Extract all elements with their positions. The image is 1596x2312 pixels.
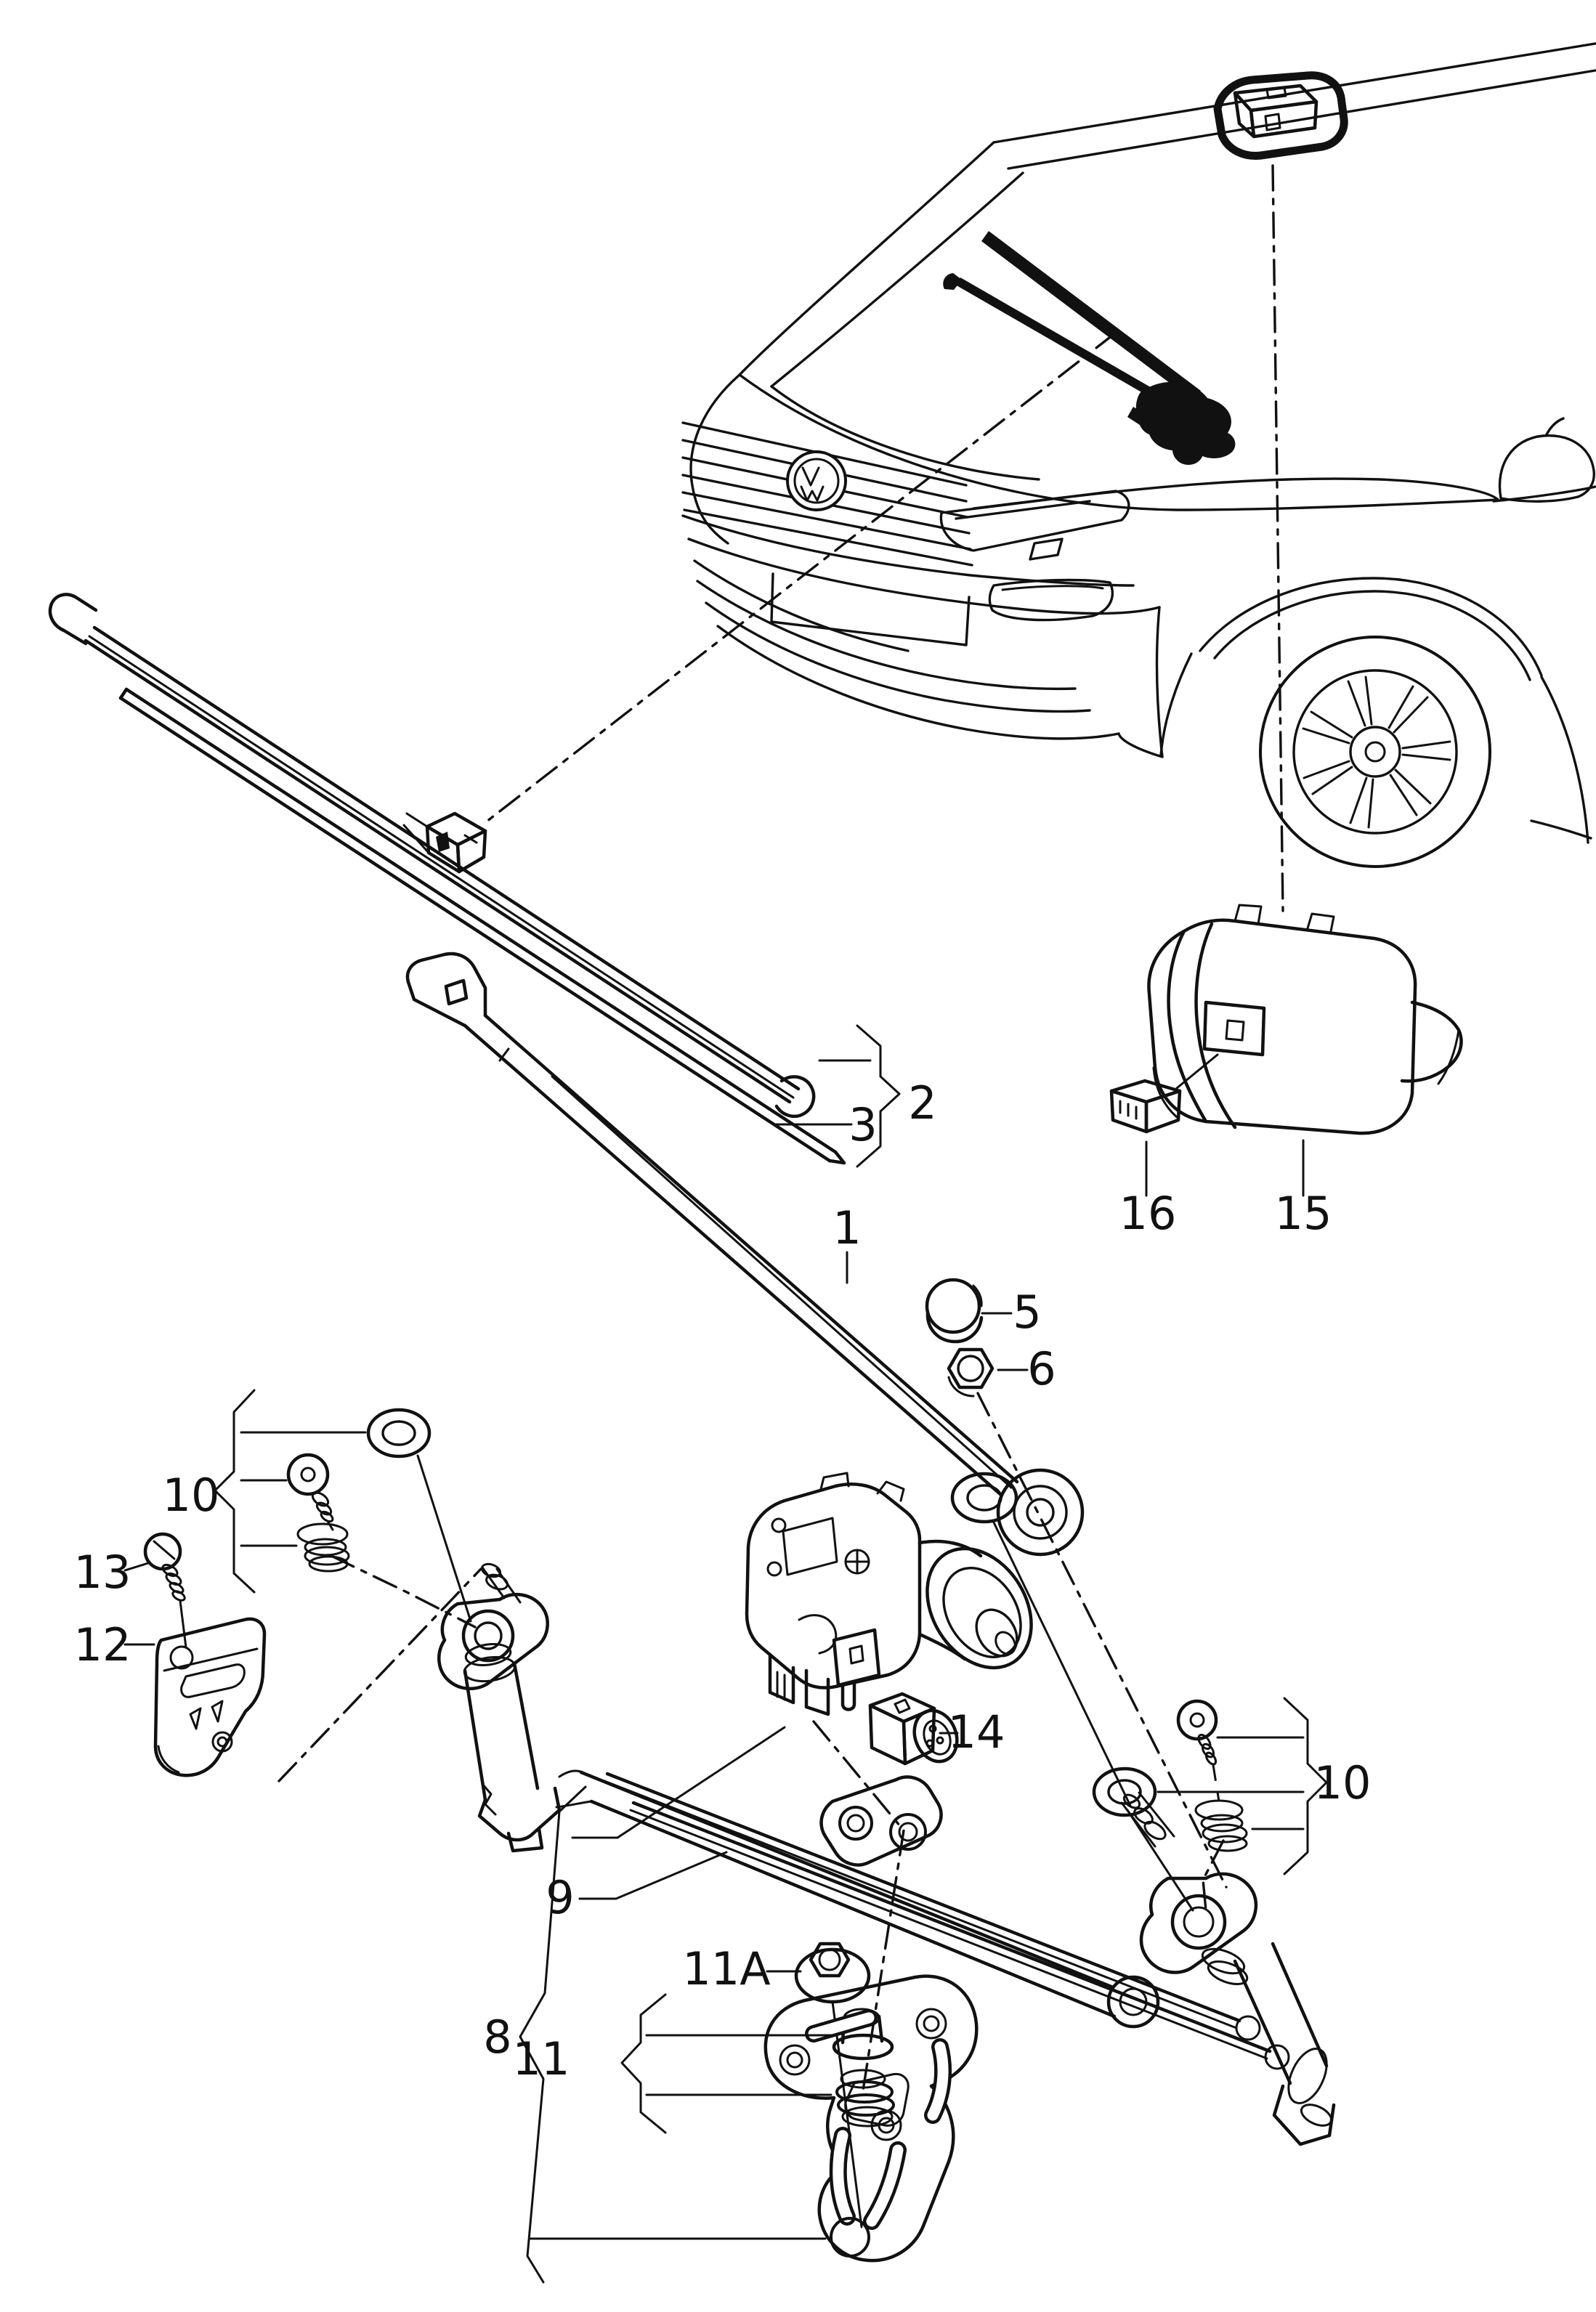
fastener-set-left (288, 1410, 471, 1621)
callout-2[interactable]: 2 (908, 1076, 937, 1129)
callout-3[interactable]: 3 (848, 1098, 878, 1151)
callout-5[interactable]: 5 (1013, 1286, 1042, 1339)
callout-9[interactable]: 9 (546, 1871, 575, 1924)
wiper-assembly-installed (943, 231, 1235, 465)
callout-16[interactable]: 16 (1119, 1187, 1177, 1240)
callout-12[interactable]: 12 (73, 1618, 131, 1671)
callout-1[interactable]: 1 (833, 1201, 862, 1254)
control-module (1149, 905, 1461, 1133)
wiper-blade-rubber (121, 689, 844, 1163)
cap (927, 1280, 981, 1342)
callout-8[interactable]: 8 (483, 2011, 512, 2064)
callout-13[interactable]: 13 (73, 1546, 131, 1599)
mounting-plate (766, 1976, 976, 2260)
wiper-linkage-frame (439, 1562, 1334, 2144)
mount-bracket (155, 1619, 264, 1775)
vehicle-outline (683, 44, 1595, 867)
callout-10-left[interactable]: 10 (162, 1469, 220, 1522)
bracket-screw (145, 1534, 186, 1647)
callout-14[interactable]: 14 (947, 1705, 1005, 1759)
wiper-motor (747, 1473, 1053, 1714)
wheel-spokes (1303, 677, 1450, 827)
wiper-blade (50, 594, 814, 1116)
wiper-arm (408, 954, 1082, 1554)
hex-nut (949, 1350, 992, 1396)
callout-11A[interactable]: 11A (682, 1942, 771, 1995)
callout-11[interactable]: 11 (512, 2032, 570, 2085)
callout-6[interactable]: 6 (1027, 1342, 1056, 1395)
callout-15[interactable]: 15 (1274, 1187, 1332, 1240)
callout-10-right[interactable]: 10 (1313, 1756, 1372, 1809)
